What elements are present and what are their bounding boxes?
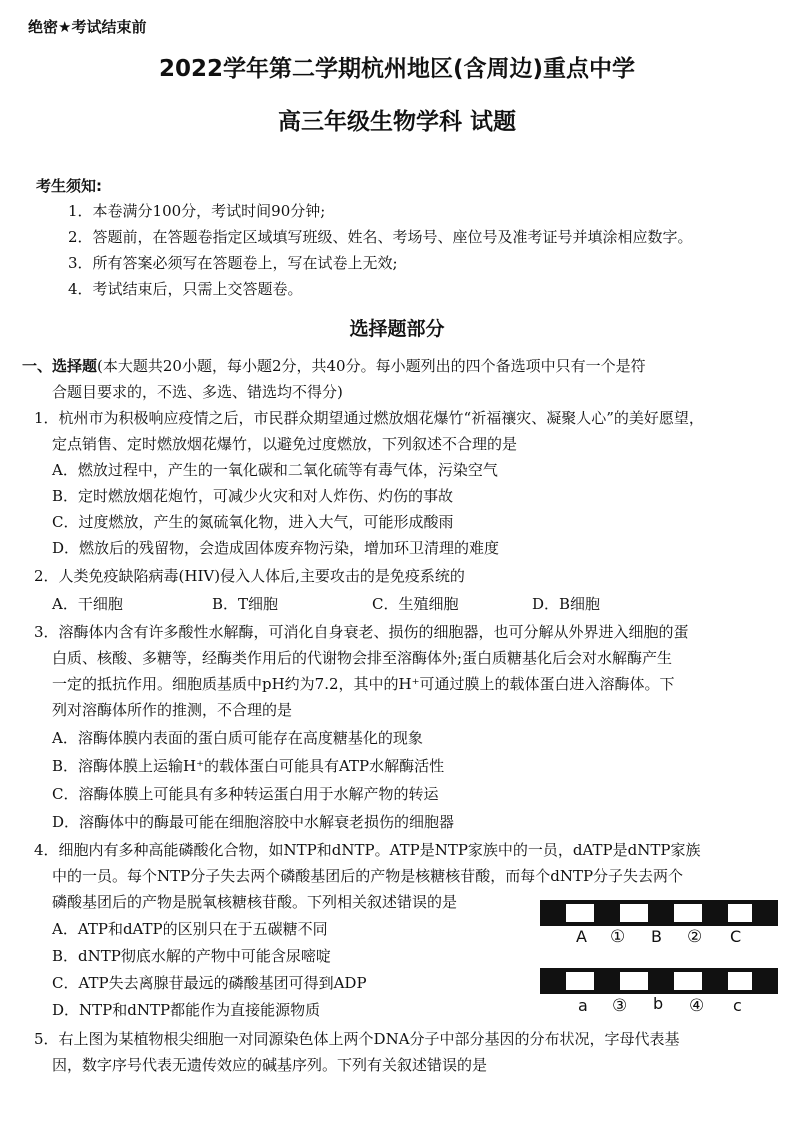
question-4-stem-cont: 磷酸基团后的产物是脱氧核糖核苷酸。下列相关叙述错误的是 — [52, 893, 458, 911]
part-label: 一、选择题 — [22, 357, 98, 375]
question-5-stem-cont: 因，数字序号代表无遗传效应的碱基序列。下列有关叙述错误的是 — [52, 1056, 488, 1074]
exam-subtitle: 高三年级生物学科 试题 — [277, 109, 516, 135]
part-header — [22, 353, 646, 379]
dna-segment — [752, 968, 778, 994]
question-2-stem: 2．人类免疫缺陷病毒(HIV)侵入人体后,主要攻击的是免疫系统的 — [34, 567, 465, 585]
dna-segment — [702, 900, 728, 926]
chromosome-diagram-bottom — [540, 968, 778, 994]
question-1-option-a: A．燃放过程中，产生的一氧化碳和二氧化硫等有毒气体，污染空气 — [52, 461, 498, 479]
dna-segment — [540, 900, 566, 926]
sequence-label: ① — [610, 927, 626, 947]
question-5-stem: 5．右上图为某植物根尖细胞一对同源染色体上两个DNA分子中部分基因的分布状况，字母代表基 — [34, 1030, 680, 1048]
question-3-stem-cont: 一定的抵抗作用。细胞质基质中pH约为7.2，其中的H⁺可通过膜上的载体蛋白进入溶酶体。下 — [52, 675, 675, 693]
question-4-option-d: D．NTP和dNTP都能作为直接能源物质 — [52, 1001, 321, 1019]
dna-segment — [702, 968, 728, 994]
gene-label: a — [578, 996, 588, 1015]
question-1-stem: 1．杭州市为积极响应疫情之后，市民群众期望通过燃放烟花爆竹“祈福禳灾、凝聚人心”的美好愿望， — [34, 409, 704, 427]
chromosome-diagram-top — [540, 900, 778, 926]
question-2-option-d: D．B细胞 — [532, 595, 601, 613]
section-title: 选择题部分 — [349, 318, 445, 340]
gene-label: b — [653, 994, 664, 1013]
dna-segment — [752, 900, 778, 926]
sequence-label: ④ — [689, 996, 705, 1016]
notice-heading: 考生须知: — [36, 177, 102, 195]
notice-item: 2．答题前，在答题卷指定区域填写班级、姓名、考场号、座位号及准考证号并填涂相应数字。 — [68, 228, 693, 246]
question-4-option-a: A．ATP和dATP的区别只在于五碳糖不同 — [52, 920, 328, 938]
question-3-option-b: B．溶酶体膜上运输H⁺的载体蛋白可能具有ATP水解酶活性 — [52, 757, 445, 775]
question-3-option-d: D．溶酶体中的酶最可能在细胞溶胶中水解衰老损伤的细胞器 — [52, 813, 455, 831]
question-1-stem-cont: 定点销售、定时燃放烟花爆竹，以避免过度燃放，下列叙述不合理的是 — [52, 435, 518, 453]
question-4-stem-cont: 中的一员。每个NTP分子失去两个磷酸基团后的产物是核糖核苷酸，而每个dNTP分子失去两个 — [52, 867, 684, 885]
notice-item: 1．本卷满分100分，考试时间90分钟; — [68, 202, 326, 220]
question-2-option-c: C．生殖细胞 — [372, 595, 459, 613]
question-1-option-b: B．定时燃放烟花炮竹，可减少火灾和对人炸伤、灼伤的事故 — [52, 487, 454, 505]
question-3-option-a: A．溶酶体膜内表面的蛋白质可能存在高度糖基化的现象 — [52, 729, 423, 747]
dna-segment — [648, 900, 674, 926]
question-3-stem: 3．溶酶体内含有许多酸性水解酶，可消化自身衰老、损伤的细胞器，也可分解从外界进入细胞的蛋 — [34, 623, 689, 641]
part-description: (本大题共20小题，每小题2分，共40分。每小题列出的四个备选项中只有一个是符 — [97, 357, 646, 375]
gene-label: c — [733, 996, 742, 1015]
question-4-option-b: B．dNTP彻底水解的产物中可能含尿嘧啶 — [52, 947, 331, 965]
confidential-mark: 绝密★考试结束前 — [28, 18, 147, 36]
question-3-option-c: C．溶酶体膜上可能具有多种转运蛋白用于水解产物的转运 — [52, 785, 439, 803]
sequence-label: ③ — [612, 996, 628, 1016]
sequence-label: ② — [687, 927, 703, 947]
question-4-option-c: C．ATP失去离腺苷最远的磷酸基团可得到ADP — [52, 974, 367, 992]
question-1-option-d: D．燃放后的残留物，会造成固体废弃物污染，增加环卫清理的难度 — [52, 539, 500, 557]
question-4-stem: 4．细胞内有多种高能磷酸化合物，如NTP和dNTP。ATP是NTP家族中的一员，dATP是dNTP家族 — [34, 841, 701, 859]
dna-segment — [594, 968, 620, 994]
question-1-option-c: C．过度燃放，产生的氮硫氧化物，进入大气，可能形成酸雨 — [52, 513, 454, 531]
gene-label: B — [651, 927, 662, 946]
exam-title: 2022学年第二学期杭州地区(含周边)重点中学 — [158, 56, 636, 82]
dna-segment — [648, 968, 674, 994]
question-2-option-b: B．T细胞 — [212, 595, 279, 613]
question-3-stem-cont: 列对溶酶体所作的推测，不合理的是 — [52, 701, 293, 719]
notice-item: 3．所有答案必须写在答题卷上，写在试卷上无效; — [68, 254, 398, 272]
dna-segment — [540, 968, 566, 994]
question-3-stem-cont: 白质、核酸、多糖等，经酶类作用后的代谢物会排至溶酶体外;蛋白质糖基化后会对水解酶产生 — [52, 649, 673, 667]
question-2-option-a: A．干细胞 — [52, 595, 123, 613]
part-description-cont: 合题目要求的，不选、多选、错选均不得分) — [52, 383, 343, 401]
gene-label: A — [576, 927, 587, 946]
question-2-options — [52, 591, 692, 617]
gene-label: C — [730, 927, 742, 946]
dna-segment — [594, 900, 620, 926]
notice-item: 4．考试结束后，只需上交答题卷。 — [68, 280, 303, 298]
